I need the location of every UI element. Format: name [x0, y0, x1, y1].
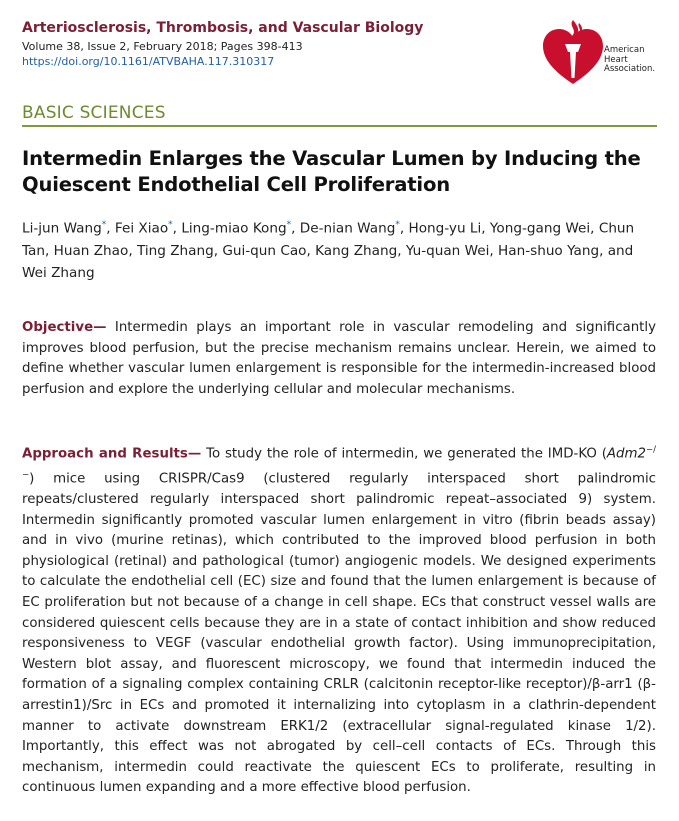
abstract-approach-results — [22, 440, 656, 799]
corresponding-mark[interactable]: * — [101, 220, 107, 230]
section-label: BASIC SCIENCES — [22, 103, 166, 123]
aha-wordmark-line: Heart — [604, 54, 628, 65]
approach-text-intro: To study the role of intermedin, we generated the IMD-KO ( — [206, 446, 607, 462]
gene-name: Adm2 — [606, 446, 647, 462]
corresponding-mark[interactable]: * — [286, 220, 292, 230]
author-link[interactable]: Li-jun Wang — [22, 220, 102, 237]
author-link[interactable]: Fei Xiao — [114, 220, 169, 237]
objective-text: Intermedin plays an important role in vascular remodeling and significantly improves blood perfusion, but the precise mechanism remains unclear. Herein, we aimed to define whether vascular lumen enlargement is responsible for the intermedin-increased blood perfusion and explore the underlying cellular and molecular mechanisms. — [22, 320, 656, 397]
aha-wordmark-line: American — [604, 45, 645, 55]
journal-header — [22, 19, 522, 69]
journal-title[interactable]: Arteriosclerosis, Thrombosis, and Vascular Biology — [22, 20, 424, 36]
approach-text-body: ) mice using CRISPR/Cas9 (clustered regularly interspaced short palindromic repeats/clustered regularly interspaced short palindromic repeat–associated 9) system. Intermedin significantly promoted vascular lumen enlargement in vitro (fibrin beads assay) and in vivo (murine retinas), which contributed to the improved blood perfusion in both physiological (retinal) and pathological (tumor) angiogenic models. We designed experiments to calculate the endothelial cell (EC) size and found that the lumen enlargement is because of EC proliferation but not because of a change in cell shape. ECs that construct vessel walls are considered quiescent cells because they are in a state of contact inhibition and show reduced responsiveness to VEGF (vascular endothelial growth factor). Using immunoprecipitation, Western blot assay, and fluorescent microscopy, we found that intermedin induced the formation of a signaling complex containing CRLR (calcitonin receptor-like receptor)/β-arr1 (β-arrestin1)/Src in ECs and promoted it internalizing into cytoplasm in a clathrin-dependent manner to activate downstream ERK1/2 (extracellular signal-regulated kinase 1/2). Importantly, this effect was not abrogated by cell–cell contacts of ECs. Through this mechanism, intermedin could reactivate the quiescent ECs to proliferate, resulting in continuous lumen expanding and a more effective blood perfusion. — [22, 471, 656, 796]
section-divider — [22, 125, 657, 127]
gene-superscript: −/− — [22, 445, 657, 481]
aha-wordmark-line: Association. — [604, 64, 656, 74]
author-list: Li-jun Wang*, Fei Xiao*, Ling-miao Kong*, De-nian Wang*, Hong-yu Li, Yong-gang Wei, Chun Tan, Huan Zhao, Ting Zhang, Gui-qun Cao, Kang Zhang, Yu-quan Wei, Han-shuo Yang, and Wei Zhang — [22, 220, 635, 281]
corresponding-mark[interactable]: * — [395, 220, 400, 230]
journal-meta: Volume 38, Issue 2, February 2018; Pages 398-413 — [22, 40, 303, 53]
article-title: Intermedin Enlarges the Vascular Lumen by Inducing the Quiescent Endothelial Cell Proliferation — [22, 147, 641, 196]
corresponding-mark[interactable]: * — [168, 220, 173, 230]
aha-wordmark — [604, 46, 655, 75]
author-link[interactable]: De-nian Wang — [299, 220, 396, 237]
abstract-objective — [22, 318, 656, 400]
objective-heading: Objective— — [22, 320, 107, 335]
doi-link[interactable]: https://doi.org/10.1161/ATVBAHA.117.310317 — [22, 55, 275, 68]
author-link[interactable]: Ling-miao Kong — [181, 220, 287, 237]
approach-heading: Approach and Results— — [22, 446, 202, 462]
author-list-rest: Hong-yu Li, Yong-gang Wei, Chun Tan, Huan Zhao, Ting Zhang, Gui-qun Cao, Kang Zhang, Yu-quan Wei, Han-shuo Yang, and Wei Zhang — [22, 220, 635, 281]
